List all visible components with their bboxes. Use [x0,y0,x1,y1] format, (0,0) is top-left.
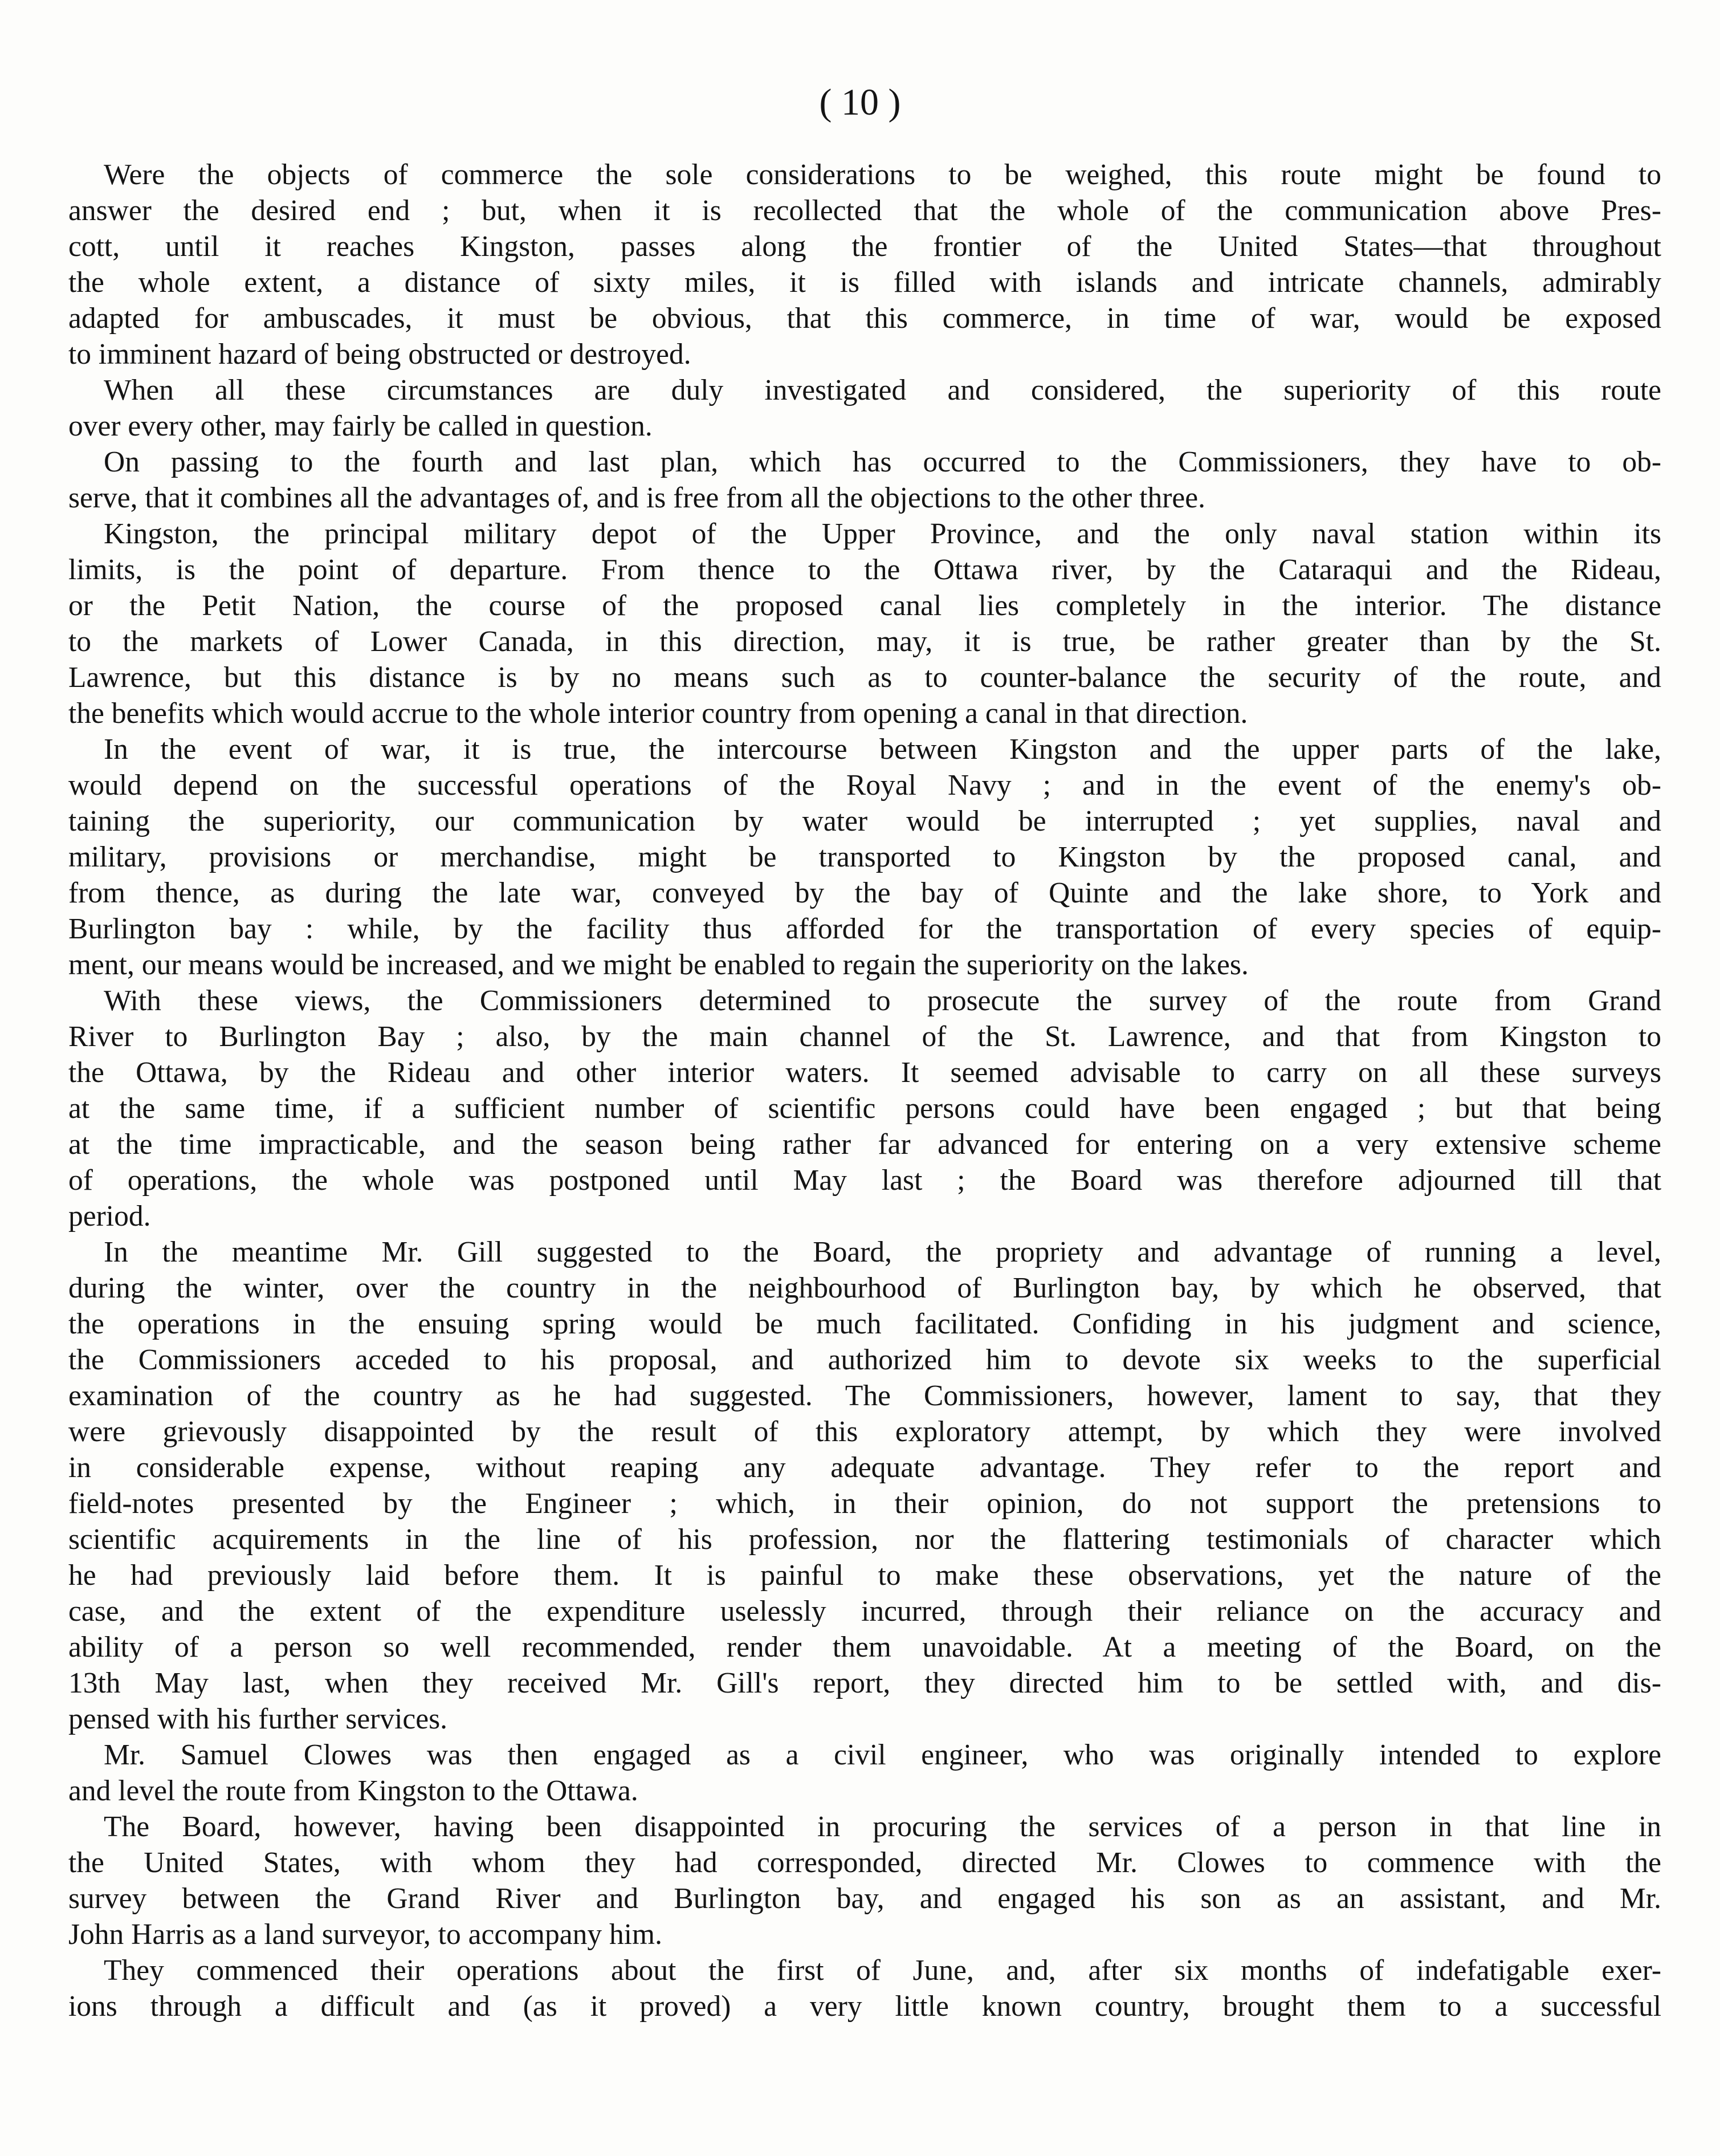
text-line: answer the desired end ; but, when it is recollected that the whole of the communication above Pres- [68,194,1661,227]
paragraph [68,372,1661,444]
text-line: from thence, as during the late war, conveyed by the bay of Quinte and the lake shore, to York and [68,877,1661,909]
text-line: the United States, with whom they had corresponded, directed Mr. Clowes to commence with the [68,1846,1661,1879]
text-line: ions through a difficult and (as it proved) a very little known country, brought them to a successful [68,1990,1661,2023]
text-line: serve, that it combines all the advantages of, and is free from all the objections to the other three. [68,482,1205,514]
text-line: field-notes presented by the Engineer ; which, in their opinion, do not support the pretensions to [68,1487,1661,1520]
text-line: examination of the country as he had suggested. The Commissioners, however, lament to say, that they [68,1380,1661,1412]
text-line: the Ottawa, by the Rideau and other interior waters. It seemed advisable to carry on all these surveys [68,1056,1661,1089]
text-line: ability of a person so well recommended, render them unavoidable. At a meeting of the Board, on the [68,1631,1661,1663]
text-line: military, provisions or merchandise, might be transported to Kingston by the proposed canal, and [68,841,1661,873]
text-line: the whole extent, a distance of sixty miles, it is filled with islands and intricate channels, admirably [68,266,1661,299]
text-line: Burlington bay : while, by the facility thus afforded for the transportation of every species of equip- [68,913,1661,945]
text-line: were grievously disappointed by the result of this exploratory attempt, by which they were involved [68,1415,1661,1448]
paragraph [68,157,1661,372]
text-line: Mr. Samuel Clowes was then engaged as a civil engineer, who was originally intended to explore [104,1739,1661,1771]
text-line: of operations, the whole was postponed until May last ; the Board was therefore adjourned till that [68,1164,1661,1197]
text-line: With these views, the Commissioners determined to prosecute the survey of the route from Grand [104,985,1661,1017]
text-line: the operations in the ensuing spring would be much facilitated. Confiding in his judgment and science, [68,1308,1661,1340]
body-text [68,157,1661,2024]
text-line: pensed with his further services. [68,1703,448,1735]
text-line: limits, is the point of departure. From thence to the Ottawa river, by the Cataraqui and the Rideau, [68,554,1661,586]
text-line: or the Petit Nation, the course of the proposed canal lies completely in the interior. The distance [68,589,1661,622]
text-line: to imminent hazard of being obstructed or destroyed. [68,338,691,371]
text-line: case, and the extent of the expenditure uselessly incurred, through their reliance on the accuracy and [68,1595,1661,1628]
text-line: taining the superiority, our communication by water would be interrupted ; yet supplies, naval and [68,805,1661,837]
text-line: When all these circumstances are duly investigated and considered, the superiority of this route [104,374,1661,406]
text-line: survey between the Grand River and Burlington bay, and engaged his son as an assistant, and Mr. [68,1882,1661,1915]
text-line: Lawrence, but this distance is by no means such as to counter-balance the security of the route, and [68,661,1661,694]
text-line: In the event of war, it is true, the intercourse between Kingston and the upper parts of the lake, [104,733,1661,766]
paragraph [68,1952,1661,2024]
page-number: ( 10 ) [819,82,901,123]
text-line: Were the objects of commerce the sole considerations to be weighed, this route might be found to [104,158,1661,191]
paragraph [68,1809,1661,1952]
text-line: scientific acquirements in the line of his profession, nor the flattering testimonials of character which [68,1523,1661,1556]
text-line: and level the route from Kingston to the Ottawa. [68,1775,638,1807]
text-line: In the meantime Mr. Gill suggested to the Board, the propriety and advantage of running a level, [104,1236,1661,1268]
text-line: to the markets of Lower Canada, in this direction, may, it is true, be rather greater than by the St. [68,625,1661,658]
paragraph [68,983,1661,1234]
text-line: the Commissioners acceded to his proposal, and authorized him to devote six weeks to the superficial [68,1344,1661,1376]
text-line: at the same time, if a sufficient number of scientific persons could have been engaged ; but that being [68,1092,1661,1125]
text-line: The Board, however, having been disappointed in procuring the services of a person in that line in [104,1811,1661,1843]
text-line: period. [68,1200,151,1232]
text-line: ment, our means would be increased, and we might be enabled to regain the superiority on the lakes. [68,949,1249,981]
text-line: would depend on the successful operations of the Royal Navy ; and in the event of the enemy's ob- [68,769,1661,802]
text-line: the benefits which would accrue to the whole interior country from opening a canal in that direction. [68,697,1248,730]
text-line: adapted for ambuscades, it must be obvious, that this commerce, in time of war, would be exposed [68,302,1661,335]
text-line: River to Burlington Bay ; also, by the main channel of the St. Lawrence, and that from Kingston to [68,1020,1661,1053]
text-line: he had previously laid before them. It is painful to make these observations, yet the nature of the [68,1559,1661,1592]
text-line: On passing to the fourth and last plan, which has occurred to the Commissioners, they have to ob- [104,446,1661,478]
text-line: John Harris as a land surveyor, to accompany him. [68,1918,662,1951]
paragraph [68,516,1661,731]
text-line: at the time impracticable, and the season being rather far advanced for entering on a very extensive scheme [68,1128,1661,1161]
text-line: during the winter, over the country in the neighbourhood of Burlington bay, by which he observed, that [68,1272,1661,1304]
paragraph [68,1234,1661,1737]
paragraph [68,1737,1661,1809]
text-line: Kingston, the principal military depot of the Upper Province, and the only naval station within its [104,518,1661,550]
text-line: They commenced their operations about the first of June, and, after six months of indefatigable exer- [104,1954,1661,1987]
text-line: cott, until it reaches Kingston, passes along the frontier of the United States—that throughout [68,230,1661,263]
text-line: in considerable expense, without reaping any adequate advantage. They refer to the report and [68,1451,1661,1484]
paragraph [68,731,1661,983]
text-line: 13th May last, when they received Mr. Gill's report, they directed him to be settled with, and dis- [68,1667,1661,1699]
text-line: over every other, may fairly be called in question. [68,410,653,442]
paragraph [68,444,1661,516]
